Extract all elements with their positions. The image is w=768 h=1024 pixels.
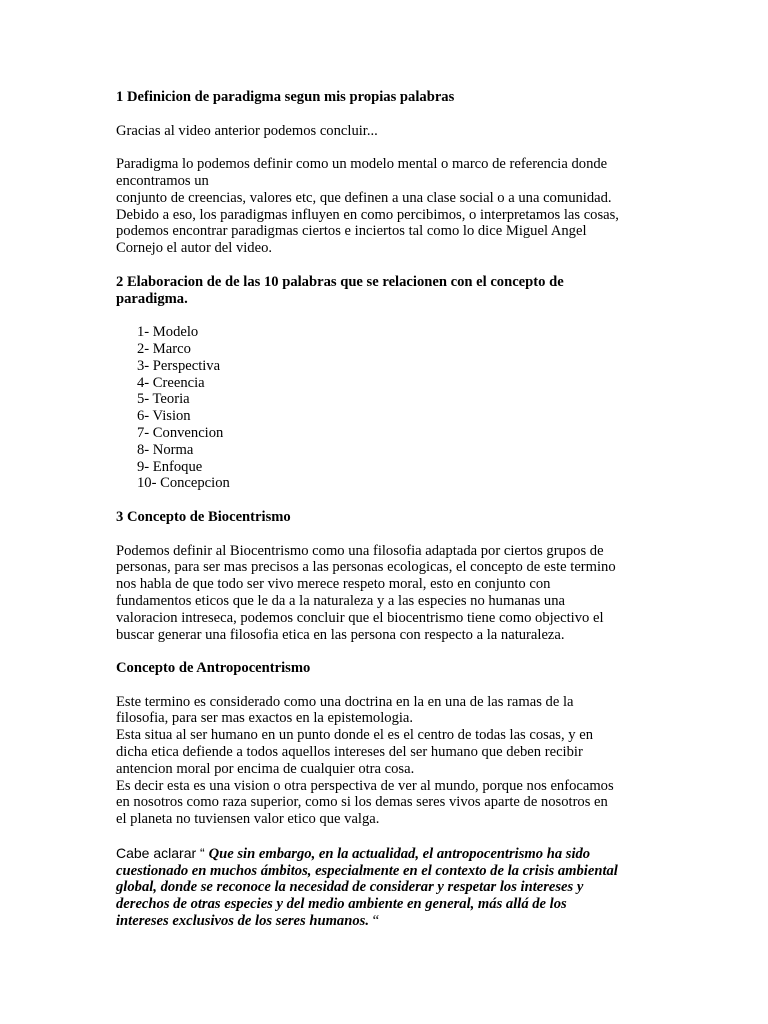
paragraph-line: en nosotros como raza superior, como si los demas seres vivos aparte de nosotros en — [116, 794, 608, 811]
list-item: 3- Perspectiva — [137, 357, 221, 374]
section1-intro: Gracias al video anterior podemos concluir... — [116, 122, 378, 139]
paragraph-line: antencion moral por encima de cualquier otra cosa. — [116, 760, 415, 777]
paragraph-line: el planeta no tuviensen valor etico que valga. — [116, 811, 380, 828]
section3-heading: 3 Concepto de Biocentrismo — [116, 508, 291, 525]
paradigm-word-list — [116, 324, 656, 492]
document-page — [116, 89, 656, 930]
quote-block — [116, 845, 656, 930]
quote-text: intereses exclusivos de los seres humanos. — [116, 913, 369, 930]
section4-paragraph — [116, 694, 656, 828]
paragraph-line: Este termino es considerado como una doctrina en la en una de las ramas de la — [116, 693, 574, 710]
section4-heading: Concepto de Antropocentrismo — [116, 660, 311, 677]
section2-heading — [116, 274, 656, 308]
quote-line — [116, 913, 656, 930]
paragraph-line: personas, para ser mas precisos a las personas ecologicas, el concepto de este termino — [116, 559, 616, 576]
quote-line — [116, 845, 656, 863]
paragraph-line: Debido a eso, los paradigmas influyen en como percibimos, o interpretamos las cosas, — [116, 206, 619, 223]
quote-text: Que sin embargo, en la actualidad, el antropocentrismo ha sido — [208, 845, 591, 862]
quote-line: global, donde se reconoce la necesidad de considerar y respetar los intereses y — [116, 879, 584, 896]
list-item: 4- Creencia — [137, 374, 205, 391]
list-item: 8- Norma — [137, 441, 194, 458]
heading-line: paradigma. — [116, 290, 188, 307]
quote-line: derechos de otras especies y del medio ambiente en general, más allá de los — [116, 896, 567, 913]
paragraph-line: filosofia, para ser mas exactos en la epistemologia. — [116, 710, 414, 727]
list-item: 7- Convencion — [137, 424, 224, 441]
section1-heading: 1 Definicion de paradigma segun mis propias palabras — [116, 89, 455, 105]
heading-line: 2 Elaboracion de de las 10 palabras que se relacionen con el concepto de — [116, 273, 564, 290]
list-item: 2- Marco — [137, 340, 191, 357]
quote-suffix: “ — [368, 913, 380, 930]
paragraph-line: Es decir esta es una vision o otra perspectiva de ver al mundo, porque nos enfocamos — [116, 777, 614, 794]
list-item: 1- Modelo — [137, 324, 199, 341]
paragraph-line: conjunto de creencias, valores etc, que definen a una clase social o a una comunidad. — [116, 189, 612, 206]
quote-prefix: Cabe aclarar “ — [116, 844, 209, 861]
quote-line: cuestionado en muchos ámbitos, especialmente en el contexto de la crisis ambiental — [116, 862, 618, 879]
paragraph-line: nos habla de que todo ser vivo merece respeto moral, esto en conjunto con — [116, 576, 551, 593]
section3-paragraph — [116, 543, 656, 644]
paragraph-line: Podemos definir al Biocentrismo como una filosofia adaptada por ciertos grupos de — [116, 542, 604, 559]
paragraph-line: buscar generar una filosofia etica en las persona con respecto a la naturaleza. — [116, 626, 565, 643]
paragraph-line: podemos encontrar paradigmas ciertos e inciertos tal como lo dice Miguel Angel — [116, 223, 587, 240]
list-item: 10- Concepcion — [137, 475, 230, 492]
paragraph-line: valoracion intreseca, podemos concluir que el biocentrismo tiene como objectivo el — [116, 609, 604, 626]
list-item: 6- Vision — [137, 408, 191, 425]
paragraph-line: fundamentos eticos que le da a la naturaleza y a las especies no humanas una — [116, 592, 565, 609]
paragraph-line: encontramos un — [116, 172, 209, 189]
paragraph-line: Esta situa al ser humano en un punto donde el es el centro de todas las cosas, y en — [116, 727, 594, 744]
list-item: 5- Teoria — [137, 391, 190, 408]
paragraph-line: Paradigma lo podemos definir como un modelo mental o marco de referencia donde — [116, 156, 608, 173]
paragraph-line: Cornejo el autor del video. — [116, 240, 273, 257]
section1-paragraph — [116, 156, 656, 257]
paragraph-line: dicha etica defiende a todos aquellos intereses del ser humano que deben recibir — [116, 744, 583, 761]
list-item: 9- Enfoque — [137, 458, 203, 475]
